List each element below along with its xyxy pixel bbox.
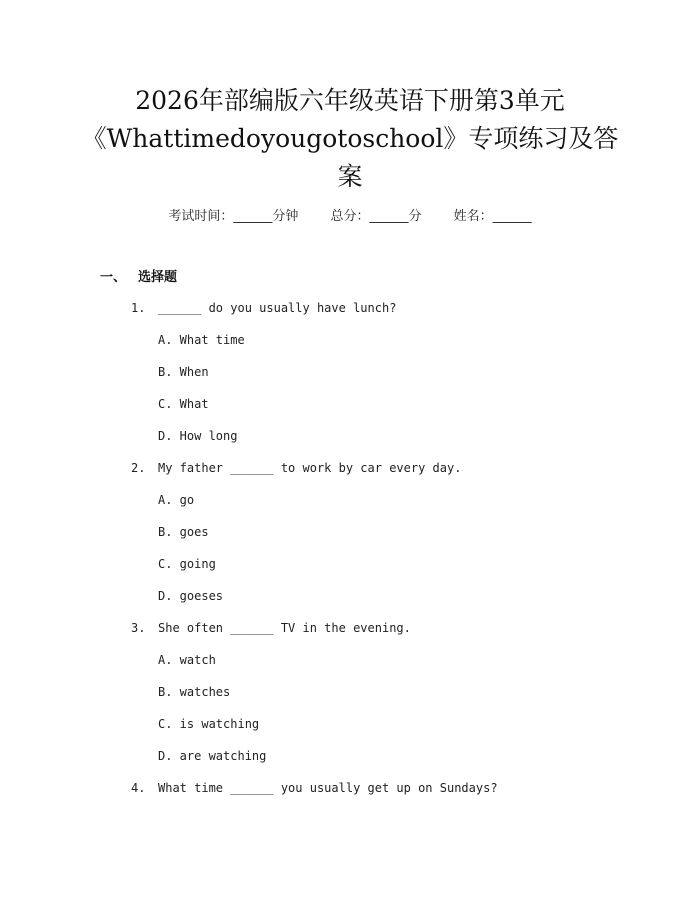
answer-option: C. is watching [158,717,260,731]
title-line-2: 《Whattimedoyougotoschool》专项练习及答 [81,124,619,153]
document-title [60,82,640,196]
answer-option: B. watches [158,685,231,699]
question-number: 2. [131,461,146,475]
answer-option: B. goes [158,525,209,539]
answer-option: D. goeses [158,589,224,603]
answer-option: D. are watching [158,749,267,763]
title-line-1: 2026年部编版六年级英语下册第3单元 [135,86,565,115]
section-number: 一、 [100,270,127,285]
answer-option: B. When [158,365,209,379]
answer-option: D. How long [158,429,238,443]
answer-option: C. going [158,557,216,571]
question-number: 1. [131,301,146,315]
exam-name-field: 姓名：______ [453,209,532,224]
title-line-3: 案 [337,162,363,191]
exam-time: 考试时间：______分钟 [168,209,299,224]
question-text: What time ______ you usually get up on Sundays? [158,781,498,795]
answer-option: A. What time [158,333,245,347]
section-label: 选择题 [138,270,178,285]
section-heading [100,266,177,285]
question-number: 3. [131,621,146,635]
answer-option: A. go [158,493,195,507]
exam-info [0,205,700,224]
question-text: She often ______ TV in the evening. [158,621,411,635]
question-text: ______ do you usually have lunch? [158,301,397,315]
exam-total-score: 总分：______分 [330,209,422,224]
answer-option: C. What [158,397,209,411]
answer-option: A. watch [158,653,216,667]
question-text: My father ______ to work by car every day. [158,461,462,475]
question-number: 4. [131,781,146,795]
